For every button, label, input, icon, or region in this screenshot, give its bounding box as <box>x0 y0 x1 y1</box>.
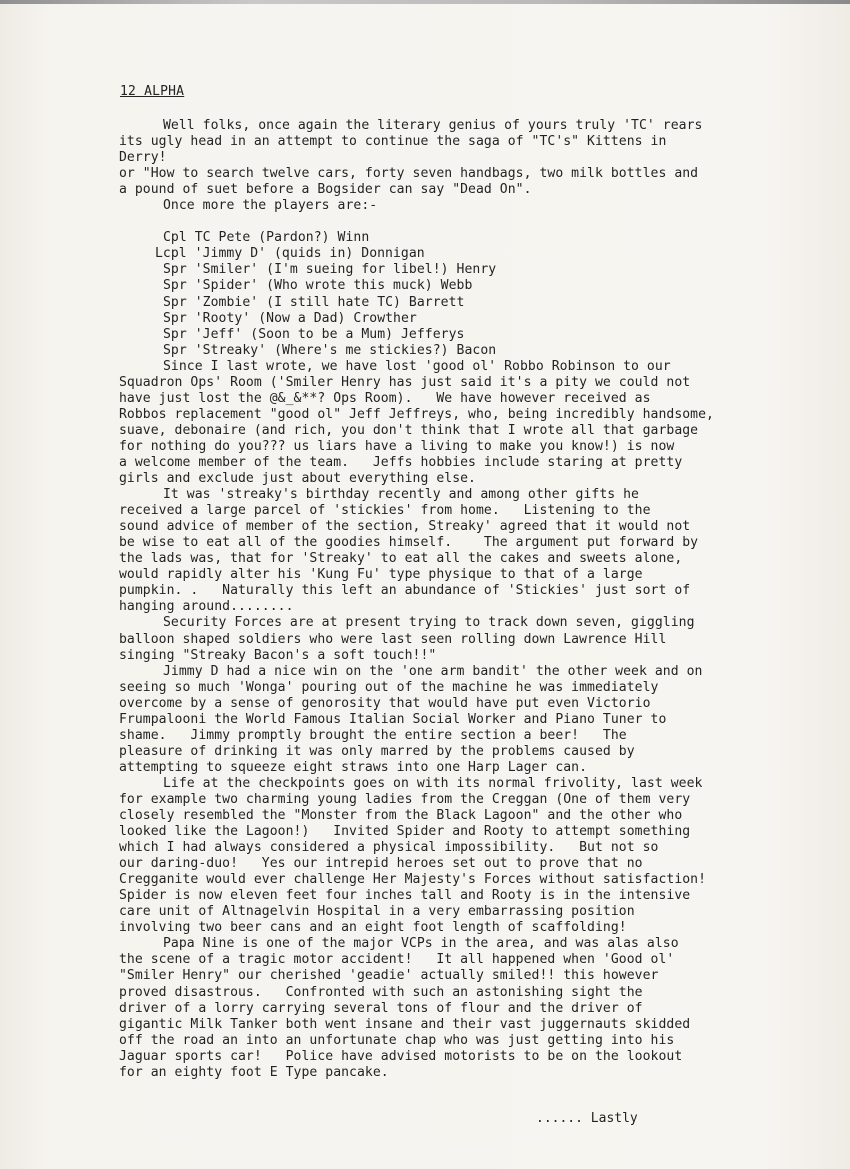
text-line: pumpkin. . Naturally this left an abundance of 'Stickies' just sort of <box>119 583 691 599</box>
text-line: Jaguar sports car! Police have advised motorists to be on the lookout <box>119 1048 683 1064</box>
text-line: would rapidly alter his 'Kung Fu' type physique to that of a large <box>119 567 643 583</box>
text-line: Cregganite would ever challenge Her Majesty's Forces without satisfaction! <box>119 872 707 888</box>
text-line: the scene of a tragic motor accident! It all happened when 'Good ol' <box>119 952 675 968</box>
text-line: Once more the players are:- <box>163 198 378 214</box>
closing-line: ...... Lastly <box>536 1111 638 1126</box>
text-line: overcome by a sense of genorosity that would have put even Victorio <box>119 695 651 711</box>
text-line: Spr 'Smiler' (I'm sueing for libel!) Henry <box>163 262 497 278</box>
text-line: attempting to squeeze eight straws into one Harp Lager can. <box>119 759 588 775</box>
text-line: a pound of suet before a Bogsider can say "Dead On". <box>119 182 532 198</box>
scan-edge <box>0 0 850 4</box>
text-line: Well folks, once again the literary genius of yours truly 'TC' rears <box>163 118 703 133</box>
text-line: proved disastrous. Confronted with such an astonishing sight the <box>119 984 643 1000</box>
text-line: our daring-duo! Yes our intrepid heroes set out to prove that no <box>119 856 643 872</box>
text-line: for an eighty foot E Type pancake. <box>119 1064 389 1080</box>
text-line: singing "Streaky Bacon's a soft touch!!" <box>119 647 437 663</box>
text-line: care unit of Altnagelvin Hospital in a very embarrassing position <box>119 904 635 920</box>
text-line: Spr 'Jeff' (Soon to be a Mum) Jefferys <box>163 326 465 342</box>
text-line: for example two charming young ladies from the Creggan (One of them very <box>119 791 691 807</box>
text-line: have just lost the @&_&**? Ops Room). We have however received as <box>119 390 651 406</box>
text-line: be wise to eat all of the goodies himself. The argument put forward by <box>119 535 699 551</box>
text-line: Papa Nine is one of the major VCPs in the area, and was alas also <box>163 936 679 952</box>
text-line: sound advice of member of the section, Streaky' agreed that it would not <box>119 519 691 535</box>
text-line: Security Forces are at present trying to track down seven, giggling <box>163 615 695 631</box>
text-line: Spr 'Spider' (Who wrote this muck) Webb <box>163 278 473 294</box>
text-line: Life at the checkpoints goes on with its normal frivolity, last week <box>163 775 703 791</box>
text-line: driver of a lorry carrying several tons of flour and the driver of <box>119 1000 643 1016</box>
article-body <box>119 118 741 1081</box>
text-line: suave, debonaire (and rich, you don't think that I wrote all that garbage <box>119 422 699 438</box>
text-line: seeing so much 'Wonga' pouring out of the machine he was immediately <box>119 679 659 695</box>
page-number-heading: 12 ALPHA <box>120 84 185 99</box>
text-line: Spr 'Rooty' (Now a Dad) Crowther <box>163 310 417 326</box>
text-line: which I had always considered a physical impossibility. But not so <box>119 840 659 856</box>
text-line <box>119 214 741 230</box>
text-line: It was 'streaky's birthday recently and among other gifts he <box>163 487 639 503</box>
text-line: the lads was, that for 'Streaky' to eat all the cakes and sweets alone, <box>119 551 683 567</box>
text-line: looked like the Lagoon!) Invited Spider and Rooty to attempt something <box>119 824 691 840</box>
text-line: received a large parcel of 'stickies' from home. Listening to the <box>119 503 651 519</box>
text-line: Frumpalooni the World Famous Italian Social Worker and Piano Tuner to <box>119 711 667 727</box>
text-line: Squadron Ops' Room ('Smiler Henry has just said it's a pity we could not <box>119 374 691 390</box>
text-line: Cpl TC Pete (Pardon?) Winn <box>163 230 370 246</box>
text-line: or "How to search twelve cars, forty seven handbags, two milk bottles and <box>119 166 699 182</box>
text-line: Lcpl 'Jimmy D' (quids in) Donnigan <box>155 246 425 262</box>
text-line: hanging around........ <box>119 599 294 615</box>
text-line: Spider is now eleven feet four inches tall and Rooty is in the intensive <box>119 888 691 904</box>
text-line: Jimmy D had a nice win on the 'one arm bandit' the other week and on <box>163 663 703 679</box>
text-line: girls and exclude just about everything else. <box>119 471 476 487</box>
text-line: balloon shaped soldiers who were last seen rolling down Lawrence Hill <box>119 631 667 647</box>
text-line: "Smiler Henry" our cherished 'geadie' actually smiled!! this however <box>119 968 659 984</box>
text-line: closely resembled the "Monster from the Black Lagoon" and the other who <box>119 808 683 824</box>
text-line: Derry! <box>119 150 167 166</box>
text-line: a welcome member of the team. Jeffs hobbies include staring at pretty <box>119 454 683 470</box>
text-line: Spr 'Streaky' (Where's me stickies?) Bacon <box>163 342 497 358</box>
text-line: off the road an into an unfortunate chap who was just getting into his <box>119 1032 675 1048</box>
text-line: its ugly head in an attempt to continue the saga of "TC's" Kittens in <box>119 134 667 150</box>
text-line: shame. Jimmy promptly brought the entire section a beer! The <box>119 727 627 743</box>
text-line: Since I last wrote, we have lost 'good ol' Robbo Robinson to our <box>163 358 671 374</box>
text-line: Robbos replacement "good ol" Jeff Jeffreys, who, being incredibly handsome, <box>119 406 714 422</box>
text-line: gigantic Milk Tanker both went insane and their vast juggernauts skidded <box>119 1016 691 1032</box>
text-line: pleasure of drinking it was only marred by the problems caused by <box>119 743 635 759</box>
text-line: involving two beer cans and an eight foot length of scaffolding! <box>119 920 627 936</box>
text-line: Spr 'Zombie' (I still hate TC) Barrett <box>163 294 465 310</box>
text-line: for nothing do you??? us liars have a living to make you know!) is now <box>119 438 675 454</box>
